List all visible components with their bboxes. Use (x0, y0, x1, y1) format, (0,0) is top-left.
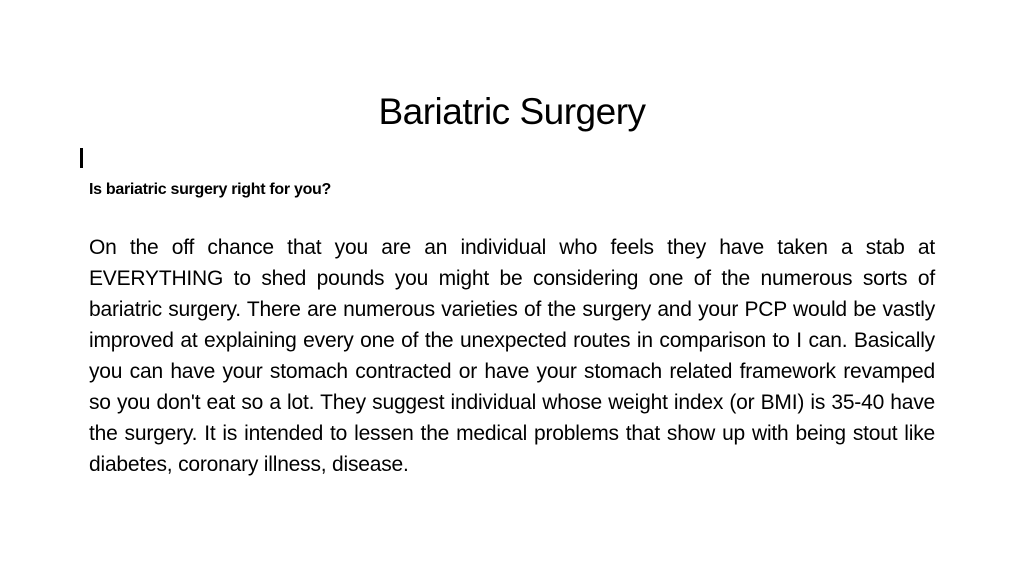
slide-subheading: Is bariatric surgery right for you? (89, 181, 332, 198)
slide-title: Bariatric Surgery (378, 91, 646, 132)
slide-body-paragraph: On the off chance that you are an individual who feels they have taken a stab at EVERYTHING to shed pounds you might be considering one of the numerous sorts of bariatric surgery. There are numerous varieties of the surgery and your PCP would be vastly improved at explaining every one of the unexpected routes in comparison to I can. Basically you can have your stomach contracted or have your stomach related framework revamped so you don't eat so a lot. They suggest individual whose weight index (or BMI) is 35-40 have the surgery. It is intended to lessen the medical problems that show up with being stout like diabetes, coronary illness, disease. (89, 236, 935, 476)
text-cursor-mark (80, 148, 83, 168)
